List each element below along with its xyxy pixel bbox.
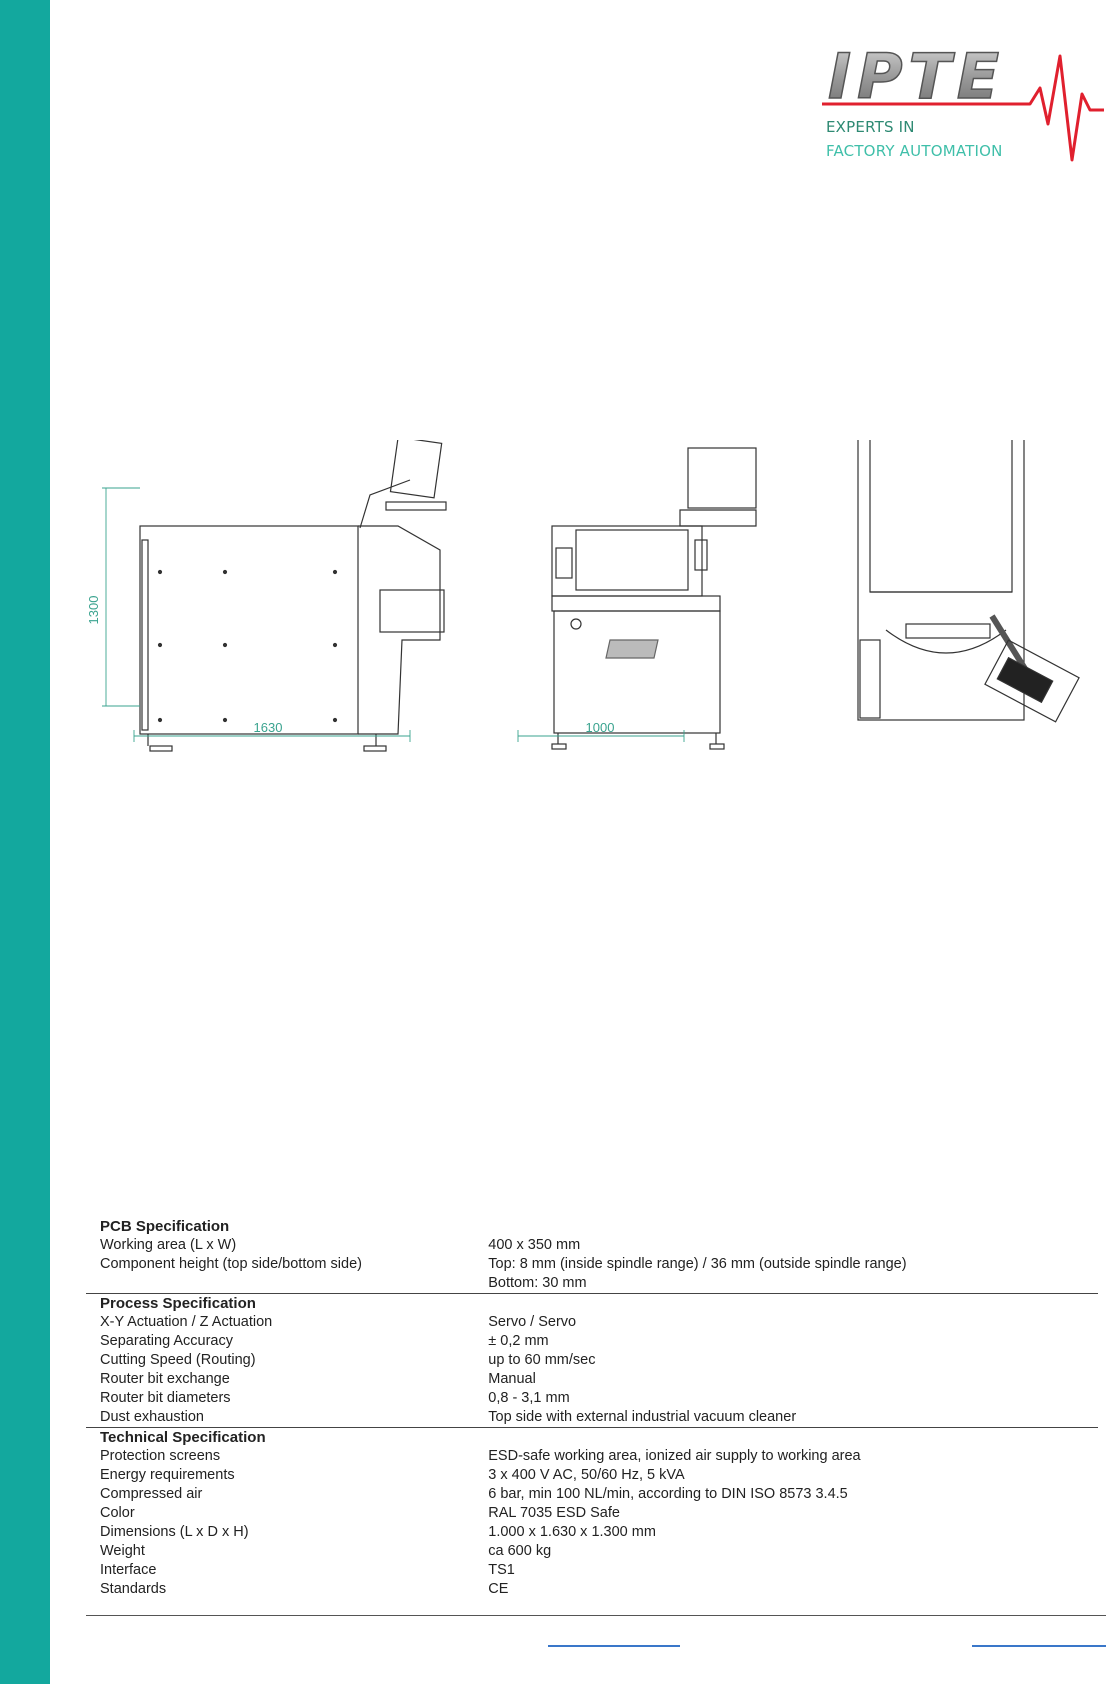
spec-label: Dust exhaustion <box>100 1409 204 1425</box>
pcb-spec-title: PCB Specification <box>100 1218 230 1235</box>
spec-value: ESD-safe working area, ionized air supply to working area <box>488 1448 861 1464</box>
length-dimension-label: 1630 <box>253 720 283 735</box>
table-row <box>86 1332 1098 1351</box>
table-row <box>86 1542 1098 1561</box>
table-row <box>86 1236 1098 1255</box>
process-spec-title: Process Specification <box>86 1294 1098 1314</box>
spec-label <box>86 1274 488 1294</box>
spec-label: Router bit diameters <box>100 1390 231 1406</box>
spec-value: ca 600 kg <box>488 1543 552 1559</box>
spec-label: Weight <box>100 1543 145 1559</box>
spec-label: Protection screens <box>100 1448 221 1464</box>
spec-label: Energy requirements <box>100 1467 235 1483</box>
spec-value: Top: 8 mm (inside spindle range) / 36 mm (outside spindle range) <box>488 1256 907 1272</box>
spec-value: 1.000 x 1.630 x 1.300 mm <box>488 1524 656 1540</box>
logo-wordmark: IPTE <box>828 40 1006 113</box>
height-dimension-label: 1300 <box>86 595 101 625</box>
spec-value: RAL 7035 ESD Safe <box>488 1505 620 1521</box>
specification-table <box>86 1217 1106 1599</box>
spec-value: 400 x 350 mm <box>488 1237 581 1253</box>
spec-value: 3 x 400 V AC, 50/60 Hz, 5 kVA <box>488 1467 685 1483</box>
spec-value: up to 60 mm/sec <box>488 1352 596 1368</box>
accent-sidebar <box>0 0 50 1684</box>
machine-drawings <box>80 440 1106 810</box>
spec-label: Component height (top side/bottom side) <box>100 1256 362 1272</box>
spec-label: Color <box>100 1505 135 1521</box>
section-header <box>86 1428 1098 1448</box>
spec-value: 0,8 - 3,1 mm <box>488 1390 570 1406</box>
table-row <box>86 1274 1098 1294</box>
section-header <box>86 1217 1098 1236</box>
table-row <box>86 1561 1098 1580</box>
spec-label: X-Y Actuation / Z Actuation <box>100 1314 273 1330</box>
spec-label: Compressed air <box>100 1486 203 1502</box>
top-view-drawing <box>858 440 1079 722</box>
table-row <box>86 1504 1098 1523</box>
table-row <box>86 1389 1098 1408</box>
logo-tagline-line1: EXPERTS IN <box>826 118 915 136</box>
table-row <box>86 1370 1098 1389</box>
section-header <box>86 1294 1098 1314</box>
footer-link-underline[interactable] <box>548 1645 680 1647</box>
table-row <box>86 1255 1098 1274</box>
table-row <box>86 1466 1098 1485</box>
table-row <box>86 1580 1098 1599</box>
spec-value: Bottom: 30 mm <box>488 1275 587 1291</box>
spec-value: Manual <box>488 1371 536 1387</box>
spec-value: TS1 <box>488 1562 515 1578</box>
spec-label: Router bit exchange <box>100 1371 230 1387</box>
footer-link-underline[interactable] <box>972 1645 1106 1647</box>
spec-label: Working area (L x W) <box>100 1237 237 1253</box>
table-row <box>86 1313 1098 1332</box>
front-view-drawing <box>552 448 756 749</box>
table-row <box>86 1523 1098 1542</box>
footer-divider <box>86 1615 1106 1616</box>
spec-label: Cutting Speed (Routing) <box>100 1352 256 1368</box>
spec-label: Standards <box>100 1581 167 1597</box>
table-row <box>86 1447 1098 1466</box>
width-dimension-label: 1000 <box>585 720 615 735</box>
spec-value: Servo / Servo <box>488 1314 577 1330</box>
table-row <box>86 1408 1098 1428</box>
table-row <box>86 1485 1098 1504</box>
spec-value: 6 bar, min 100 NL/min, according to DIN ISO 8573 3.4.5 <box>488 1486 848 1502</box>
spec-value: ± 0,2 mm <box>488 1333 549 1349</box>
spec-value: CE <box>488 1581 509 1597</box>
spec-label: Dimensions (L x D x H) <box>100 1524 249 1540</box>
spec-label: Separating Accuracy <box>100 1333 233 1349</box>
table-row <box>86 1351 1098 1370</box>
technical-spec-title: Technical Specification <box>86 1428 1098 1448</box>
logo-tagline-line2: FACTORY AUTOMATION <box>826 142 1003 160</box>
spec-label: Interface <box>100 1562 157 1578</box>
side-view-drawing <box>140 440 446 751</box>
spec-value: Top side with external industrial vacuum cleaner <box>488 1409 797 1425</box>
